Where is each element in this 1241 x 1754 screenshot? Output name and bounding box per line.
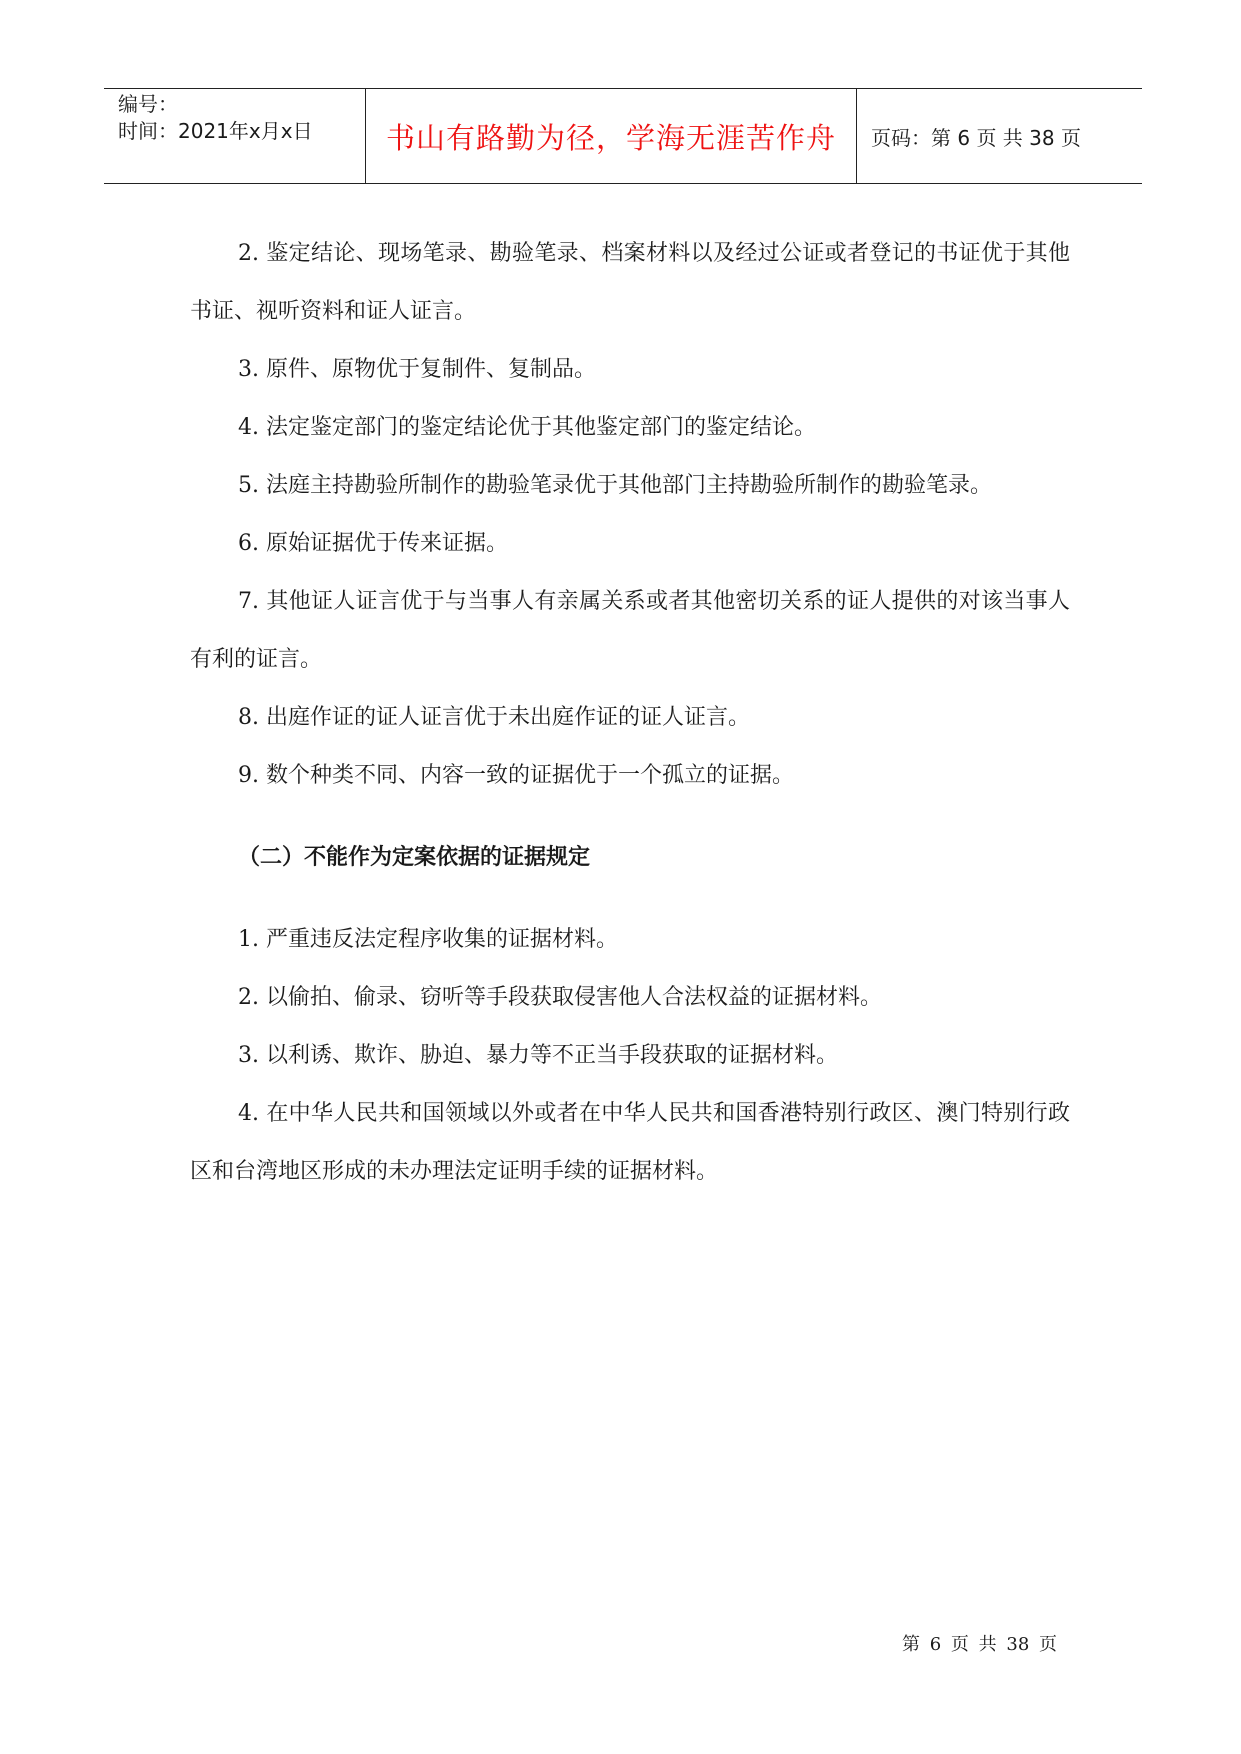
document-number: 编号： [118, 92, 178, 116]
paragraph: 9. 数个种类不同、内容一致的证据优于一个孤立的证据。 [238, 763, 794, 788]
header-meta [104, 89, 366, 183]
paragraph: 3. 原件、原物优于复制件、复制品。 [238, 357, 596, 382]
paragraph: 1. 严重违反法定程序收集的证据材料。 [238, 927, 618, 952]
section-heading: （二）不能作为定案依据的证据规定 [238, 845, 591, 870]
header-slogan: 书山有路勤为径，学海无涯苦作舟 [366, 89, 857, 183]
paragraph: 3. 以利诱、欺诈、胁迫、暴力等不正当手段获取的证据材料。 [238, 1043, 838, 1068]
paragraph: 2. 以偷拍、偷录、窃听等手段获取侵害他人合法权益的证据材料。 [238, 985, 882, 1010]
page-footer: 第 6 页 共 38 页 [902, 1634, 1057, 1655]
page-header [104, 88, 1142, 184]
document-time: 时间：2021年x月x日 [118, 119, 313, 143]
paragraph: 8. 出庭作证的证人证言优于未出庭作证的证人证言。 [238, 705, 750, 730]
paragraph: 6. 原始证据优于传来证据。 [238, 531, 508, 556]
paragraph: 7. 其他证人证言优于与当事人有亲属关系或者其他密切关系的证人提供的对该当事人有利的证言。 [190, 589, 1070, 672]
paragraph: 2. 鉴定结论、现场笔录、勘验笔录、档案材料以及经过公证或者登记的书证优于其他书证、视听资料和证人证言。 [190, 241, 1070, 324]
paragraph: 5. 法庭主持勘验所制作的勘验笔录优于其他部门主持勘验所制作的勘验笔录。 [238, 473, 992, 498]
document-body [190, 225, 1070, 1201]
header-page-info: 页码：第 6 页 共 38 页 [871, 125, 1081, 150]
paragraph: 4. 法定鉴定部门的鉴定结论优于其他鉴定部门的鉴定结论。 [238, 415, 816, 440]
paragraph: 4. 在中华人民共和国领域以外或者在中华人民共和国香港特别行政区、澳门特别行政区和台湾地区形成的未办理法定证明手续的证据材料。 [190, 1101, 1070, 1184]
